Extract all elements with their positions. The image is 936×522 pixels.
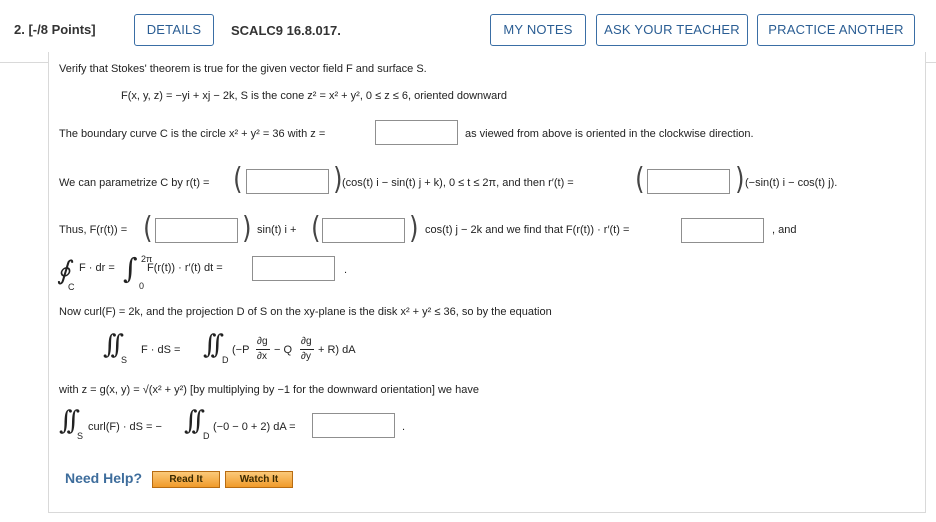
- question-code: SCALC9 16.8.017.: [231, 23, 341, 38]
- details-button[interactable]: DETAILS: [134, 14, 214, 46]
- dot-product-input[interactable]: [681, 218, 764, 243]
- final-text: curl(F) · dS = −: [88, 421, 162, 433]
- surface-integral-text: F · dS =: [141, 344, 181, 356]
- param-text-3: (−sin(t) i − cos(t) j).: [745, 177, 838, 189]
- double-integral-sign: ∫∫: [103, 330, 119, 360]
- final-text-2: (−0 − 0 + 2) dA =: [213, 421, 296, 433]
- upper-limit: 2π: [141, 254, 153, 264]
- right-paren: ): [409, 211, 419, 246]
- thus-text-4: , and: [772, 224, 797, 236]
- line-integral-input[interactable]: [252, 256, 335, 281]
- thus-text-2: sin(t) i +: [257, 224, 297, 236]
- fraction-bar: [256, 349, 270, 350]
- lower-limit: 0: [139, 281, 145, 291]
- question-points: 2. [-/8 Points]: [14, 22, 96, 37]
- need-help-label: Need Help?: [65, 470, 143, 486]
- contour-subscript: C: [68, 282, 75, 292]
- period: .: [344, 264, 348, 276]
- surface-integral-input[interactable]: [312, 413, 395, 438]
- left-paren: (: [233, 162, 243, 197]
- surface-subscript: S: [77, 431, 84, 441]
- line-integral-text: F · dr =: [79, 262, 115, 274]
- double-integral-sign: ∫∫: [59, 406, 75, 436]
- surface-integral-text-4: + R) dA: [318, 344, 356, 356]
- right-paren: ): [735, 162, 745, 197]
- domain-subscript: D: [203, 431, 210, 441]
- dy-denominator: ∂y: [301, 351, 311, 362]
- surface-integral-text-3: − Q: [274, 344, 293, 356]
- dg-numerator: ∂g: [301, 336, 312, 347]
- field-definition: F(x, y, z) = −yi + xj − 2k, S is the cone z² = x² + y², 0 ≤ z ≤ 6, oriented downward: [121, 90, 508, 102]
- right-paren: ): [242, 211, 252, 246]
- double-integral-sign: ∫∫: [184, 406, 200, 436]
- left-paren: (: [635, 162, 645, 197]
- thus-text-3: cos(t) j − 2k and we find that F(r(t)) · r′(t) =: [425, 224, 630, 236]
- left-paren: (: [143, 211, 153, 246]
- f-r-first-input[interactable]: [155, 218, 238, 243]
- practice-another-button[interactable]: PRACTICE ANOTHER: [757, 14, 915, 46]
- fraction-bar: [300, 349, 314, 350]
- contour-integral-sign: ∮: [57, 256, 71, 286]
- dx-denominator: ∂x: [257, 351, 267, 362]
- curl-text: Now curl(F) = 2k, and the projection D of S on the xy-plane is the disk x² + y² ≤ 36, so by the equation: [59, 306, 552, 318]
- integral-sign: ∫: [123, 252, 138, 285]
- r-prime-coefficient-input[interactable]: [647, 169, 730, 194]
- my-notes-button[interactable]: MY NOTES: [490, 14, 586, 46]
- surface-subscript: S: [121, 355, 128, 365]
- thus-text: Thus, F(r(t)) =: [59, 224, 128, 236]
- left-paren: (: [311, 211, 321, 246]
- z-value-input[interactable]: [375, 120, 458, 145]
- question-body: [48, 52, 926, 513]
- f-r-second-input[interactable]: [322, 218, 405, 243]
- boundary-text-2: as viewed from above is oriented in the clockwise direction.: [465, 128, 754, 140]
- param-text: We can parametrize C by r(t) =: [59, 177, 210, 189]
- with-z-text: with z = g(x, y) = √(x² + y²) [by multiplying by −1 for the downward orientation] we have: [59, 384, 479, 396]
- read-it-button[interactable]: Read It: [152, 471, 220, 488]
- r-coefficient-input[interactable]: [246, 169, 329, 194]
- intro-text: Verify that Stokes' theorem is true for the given vector field F and surface S.: [59, 63, 427, 75]
- dg-numerator: ∂g: [257, 336, 268, 347]
- domain-subscript: D: [222, 355, 229, 365]
- surface-integral-text-2: (−P: [232, 344, 250, 356]
- param-text-2: (cos(t) i − sin(t) j + k), 0 ≤ t ≤ 2π, and then r′(t) =: [342, 177, 574, 189]
- ask-teacher-button[interactable]: ASK YOUR TEACHER: [596, 14, 748, 46]
- line-integral-text-2: F(r(t)) · r′(t) dt =: [147, 262, 223, 274]
- boundary-text: The boundary curve C is the circle x² + y² = 36 with z =: [59, 128, 326, 140]
- double-integral-sign: ∫∫: [203, 330, 219, 360]
- period: .: [402, 421, 406, 433]
- right-paren: ): [333, 162, 343, 197]
- watch-it-button[interactable]: Watch It: [225, 471, 293, 488]
